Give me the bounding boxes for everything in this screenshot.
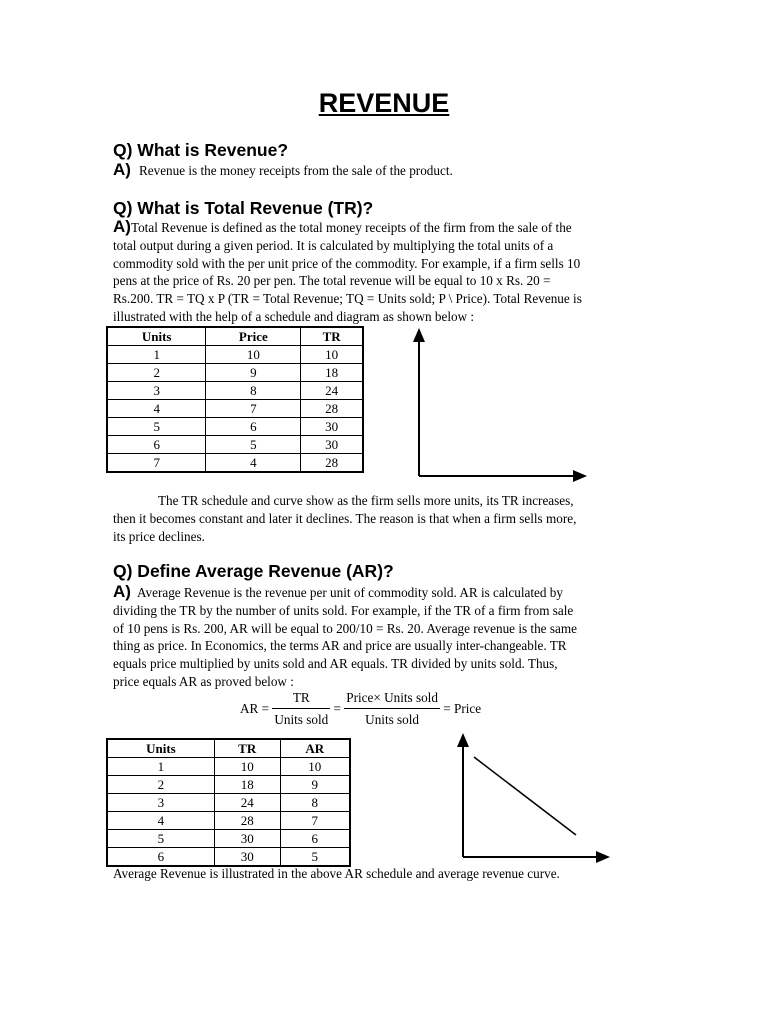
tr-diagram-axes bbox=[405, 326, 595, 486]
column-header: TR bbox=[301, 327, 363, 346]
table-row bbox=[107, 364, 363, 382]
fraction-numerator: Price× Units sold bbox=[344, 690, 440, 709]
paragraph-line: its price declines. bbox=[113, 528, 205, 544]
answer-revenue bbox=[113, 160, 453, 180]
column-header: AR bbox=[280, 739, 350, 758]
fraction-denominator: Units sold bbox=[365, 712, 420, 727]
answer-line: Rs.200. TR = TQ x P (TR = Total Revenue; TQ = Units sold; P \ Price). Total Revenue is bbox=[113, 291, 582, 307]
page-title: REVENUE bbox=[318, 88, 450, 118]
answer-line: pens at the price of Rs. 20 per pen. The total revenue will be equal to 10 x Rs. 20 = bbox=[113, 273, 551, 289]
cell: 30 bbox=[214, 830, 280, 848]
cell: 5 bbox=[280, 848, 350, 867]
cell: 7 bbox=[107, 454, 206, 473]
answer-line: commodity sold with the per unit price of the commodity. For example, if a firm sells 10 bbox=[113, 255, 581, 271]
answer-line: equals price multiplied by units sold and AR equals. TR divided by units sold. Thus, bbox=[113, 656, 558, 672]
cell: 30 bbox=[301, 436, 363, 454]
formula-equals: = bbox=[333, 701, 341, 716]
table-header-row bbox=[107, 739, 350, 758]
y-axis-arrow bbox=[457, 733, 469, 747]
answer-line: total output during a given period. It is calculated by multiplying the total units of a bbox=[113, 237, 554, 253]
table-row bbox=[107, 848, 350, 867]
cell: 5 bbox=[107, 830, 214, 848]
cell: 10 bbox=[280, 758, 350, 776]
answer-text: Revenue is the money receipts from the sale of the product. bbox=[138, 163, 453, 178]
answer-text: Total Revenue is defined as the total money receipts of the firm from the sale of the bbox=[130, 220, 572, 235]
column-header: TR bbox=[214, 739, 280, 758]
cell: 6 bbox=[107, 848, 214, 867]
answer-line: price equals AR as proved below : bbox=[113, 673, 294, 689]
answer-text: Average Revenue is the revenue per unit of commodity sold. AR is calculated by bbox=[136, 585, 563, 600]
ar-schedule-table bbox=[106, 738, 351, 867]
tr-schedule-table bbox=[106, 326, 364, 473]
formula-lhs: AR = bbox=[240, 701, 270, 716]
table-row bbox=[107, 400, 363, 418]
cell: 28 bbox=[214, 812, 280, 830]
formula-fraction-1 bbox=[272, 690, 330, 728]
question-revenue: Q) What is Revenue? bbox=[113, 140, 289, 160]
answer-label: A) bbox=[113, 217, 131, 236]
cell: 18 bbox=[214, 776, 280, 794]
table-row bbox=[107, 454, 363, 473]
cell: 3 bbox=[107, 382, 206, 400]
cell: 10 bbox=[214, 758, 280, 776]
fraction-denominator: Units sold bbox=[274, 712, 329, 727]
table-row bbox=[107, 830, 350, 848]
cell: 9 bbox=[280, 776, 350, 794]
table-row bbox=[107, 794, 350, 812]
column-header: Units bbox=[107, 739, 214, 758]
table-row bbox=[107, 758, 350, 776]
answer-line: illustrated with the help of a schedule and diagram as shown below : bbox=[113, 308, 475, 324]
ar-curve bbox=[474, 757, 576, 835]
question-average-revenue: Q) Define Average Revenue (AR)? bbox=[113, 561, 394, 581]
cell: 5 bbox=[206, 436, 301, 454]
ar-diagram bbox=[450, 732, 620, 867]
cell: 9 bbox=[206, 364, 301, 382]
cell: 10 bbox=[206, 346, 301, 364]
answer-line: dividing the TR by the number of units sold. For example, if the TR of a firm from sale bbox=[113, 602, 574, 618]
cell: 18 bbox=[301, 364, 363, 382]
cell: 7 bbox=[206, 400, 301, 418]
cell: 2 bbox=[107, 776, 214, 794]
ar-formula bbox=[240, 690, 481, 728]
fraction-numerator: TR bbox=[272, 690, 330, 709]
cell: 28 bbox=[301, 400, 363, 418]
question-total-revenue: Q) What is Total Revenue (TR)? bbox=[113, 198, 374, 218]
column-header: Units bbox=[107, 327, 206, 346]
cell: 2 bbox=[107, 364, 206, 382]
cell: 8 bbox=[280, 794, 350, 812]
cell: 6 bbox=[107, 436, 206, 454]
table-row bbox=[107, 812, 350, 830]
cell: 3 bbox=[107, 794, 214, 812]
formula-fraction-2 bbox=[344, 690, 440, 728]
paragraph-line: The TR schedule and curve show as the firm sells more units, its TR increases, bbox=[158, 493, 574, 508]
formula-rhs: = Price bbox=[443, 701, 482, 716]
tr-explanation bbox=[113, 492, 673, 545]
answer-line: of 10 pens is Rs. 200, AR will be equal to 200/10 = Rs. 20. Average revenue is the same bbox=[113, 620, 577, 636]
cell: 24 bbox=[301, 382, 363, 400]
table-row bbox=[107, 776, 350, 794]
cell: 1 bbox=[107, 758, 214, 776]
cell: 30 bbox=[301, 418, 363, 436]
cell: 5 bbox=[107, 418, 206, 436]
cell: 6 bbox=[206, 418, 301, 436]
answer-line bbox=[113, 218, 673, 237]
cell: 1 bbox=[107, 346, 206, 364]
cell: 6 bbox=[280, 830, 350, 848]
answer-label: A) bbox=[113, 582, 131, 601]
table-row bbox=[107, 436, 363, 454]
cell: 30 bbox=[214, 848, 280, 867]
column-header: Price bbox=[206, 327, 301, 346]
table-header-row bbox=[107, 327, 363, 346]
cell: 4 bbox=[107, 812, 214, 830]
paragraph-line: then it becomes constant and later it declines. The reason is that when a firm sells more, bbox=[113, 510, 577, 526]
table-row bbox=[107, 418, 363, 436]
cell: 4 bbox=[107, 400, 206, 418]
answer-line: thing as price. In Economics, the terms AR and price are usually inter-changeable. TR bbox=[113, 638, 567, 654]
table-row bbox=[107, 382, 363, 400]
cell: 4 bbox=[206, 454, 301, 473]
table-row bbox=[107, 346, 363, 364]
answer-line bbox=[113, 583, 673, 602]
cell: 8 bbox=[206, 382, 301, 400]
x-axis-arrow bbox=[596, 851, 610, 863]
cell: 24 bbox=[214, 794, 280, 812]
cell: 10 bbox=[301, 346, 363, 364]
cell: 7 bbox=[280, 812, 350, 830]
answer-average-revenue bbox=[113, 583, 673, 691]
answer-total-revenue bbox=[113, 218, 673, 326]
answer-label: A) bbox=[113, 160, 131, 179]
ar-caption: Average Revenue is illustrated in the above AR schedule and average revenue curve. bbox=[113, 866, 560, 881]
cell: 28 bbox=[301, 454, 363, 473]
